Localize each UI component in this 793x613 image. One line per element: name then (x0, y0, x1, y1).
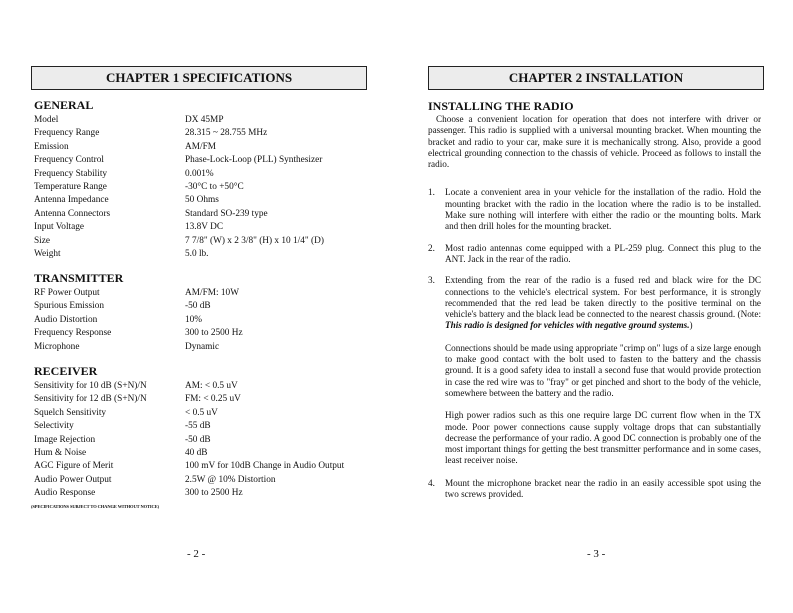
page-3 (396, 0, 793, 613)
transmitter-section (34, 271, 243, 354)
spec-row (34, 447, 208, 460)
step-number: 3. (428, 275, 435, 286)
spec-value: 10% (185, 314, 203, 325)
spec-value: FM: < 0.25 uV (185, 394, 241, 405)
spec-label: Frequency Response (34, 328, 112, 339)
page-2 (0, 0, 396, 613)
spec-label: Frequency Stability (34, 168, 108, 179)
step-number: 2. (428, 242, 435, 253)
installing-heading: INSTALLING THE RADIO (428, 99, 574, 113)
spec-row (34, 487, 243, 500)
spec-label: Antenna Impedance (34, 195, 109, 206)
spec-row (34, 208, 268, 221)
note-close: ) (689, 320, 693, 331)
spec-label: Frequency Control (34, 155, 104, 166)
negative-ground-note: This radio is designed for vehicles with negative ground systems. (445, 320, 690, 331)
spec-value: -55 dB (185, 421, 211, 432)
step-2 (428, 243, 761, 266)
spec-row (34, 341, 220, 354)
general-spec-list (34, 114, 324, 261)
step-text: Most radio antennas come equipped with a PL-259 plug. Connect this plug to the ANT. Jack in the rear of the radio. (445, 242, 761, 264)
spec-label: Antenna Connectors (34, 208, 111, 219)
spec-value: Standard SO-239 type (185, 208, 268, 219)
spec-row (34, 314, 203, 327)
transmitter-spec-list (34, 287, 243, 354)
spec-label: Frequency Range (34, 128, 100, 139)
transmitter-heading: TRANSMITTER (34, 271, 124, 285)
spec-row (34, 420, 211, 433)
spec-label: Weight (34, 248, 61, 259)
spec-row (34, 474, 276, 487)
step-text: Locate a convenient area in your vehicle for the installation of the radio. Hold the mounting bracket with the radio in the location where the radio is to be installed. Make sure nothing will interfere with either the radio or the mounting bolts. Mark and then drill holes for the mounting bracket. (445, 187, 761, 232)
spec-value: 13.8V DC (185, 222, 224, 233)
spec-value: -30°C to +50°C (185, 181, 244, 192)
spec-value: AM: < 0.5 uV (185, 381, 238, 391)
spec-row (34, 460, 345, 473)
page-number: - 2 - (187, 548, 206, 560)
spec-label: Microphone (34, 341, 80, 352)
spec-value: -50 dB (185, 434, 211, 445)
spec-value: < 0.5 uV (185, 407, 218, 418)
specifications-footnote: (SPECIFICATIONS SUBJECT TO CHANGE WITHOUT NOTICE) (31, 504, 160, 509)
spec-row (34, 248, 209, 261)
spec-row (34, 380, 238, 393)
spec-value: Phase-Lock-Loop (PLL) Synthesizer (185, 155, 323, 166)
spec-label: Temperature Range (34, 181, 107, 192)
spec-value: -50 dB (185, 301, 211, 312)
spec-label: Sensitivity for 10 dB (S+N)/N (34, 381, 147, 391)
spec-row (34, 154, 323, 167)
spec-row (34, 235, 324, 248)
general-section (34, 98, 324, 261)
receiver-spec-list (34, 380, 345, 501)
spec-row (34, 168, 214, 181)
spec-label: Audio Response (34, 488, 96, 499)
spec-row (34, 141, 217, 154)
spec-label: Audio Distortion (34, 314, 98, 325)
spec-label: Hum & Noise (34, 447, 87, 458)
spec-value: 2.5W @ 10% Distortion (185, 474, 276, 485)
spec-value: 0.001% (185, 168, 214, 179)
spec-label: Input Voltage (34, 222, 85, 233)
installation-section (428, 99, 761, 500)
step-number: 4. (428, 477, 435, 488)
spec-row (34, 287, 239, 300)
intro-paragraph: Choose a convenient location for operation that does not interfere with driver or passenger. This radio is supplied with a universal mounting bracket. When mounting the bracket and radio to your car, make sure it is mechanically strong. Also, provide a good electrical grounding connection to the chassis of vehicle. Proceed as follows to install the radio. (428, 114, 761, 170)
spec-label: Image Rejection (34, 434, 96, 445)
spec-label: Size (34, 235, 51, 246)
spec-value: 7 7/8" (W) x 2 3/8" (H) x 10 1/4" (D) (185, 235, 324, 246)
chapter-2-title: CHAPTER 2 INSTALLATION (428, 66, 764, 90)
spec-value: AM/FM: 10W (185, 288, 239, 298)
step-text: Mount the microphone bracket near the radio in an easily accessible spot using the two screws provided. (445, 477, 761, 500)
step-3 (428, 275, 761, 331)
spec-row (34, 127, 268, 140)
spec-value: DX 45MP (185, 115, 224, 125)
step-text (445, 275, 761, 331)
step-number: 1. (428, 187, 435, 198)
spec-label: Sensitivity for 12 dB (S+N)/N (34, 394, 147, 405)
spec-row (34, 181, 244, 194)
spec-value: 50 Ohms (185, 195, 219, 206)
spec-value: 300 to 2500 Hz (185, 328, 243, 339)
spec-value: 40 dB (185, 447, 208, 458)
spec-label: Model (34, 115, 59, 125)
general-heading: GENERAL (34, 98, 94, 112)
spec-label: Selectivity (34, 421, 74, 432)
spec-value: 300 to 2500 Hz (185, 488, 243, 499)
spec-label: AGC Figure of Merit (34, 461, 114, 472)
spec-value: Dynamic (185, 341, 220, 352)
spec-row (34, 327, 243, 340)
spec-value: 100 mV for 10dB Change in Audio Output (185, 461, 345, 472)
step-4 (428, 478, 761, 501)
step-1 (428, 187, 761, 232)
spec-row (34, 393, 241, 406)
spec-value: 5.0 lb. (185, 248, 209, 259)
spec-label: Spurious Emission (34, 301, 104, 312)
chapter-1-title: CHAPTER 1 SPECIFICATIONS (31, 66, 367, 90)
spec-row (34, 114, 224, 127)
page-number: - 3 - (587, 548, 606, 560)
step-3-body: Extending from the rear of the radio is a fused red and black wire for the DC connections to the vehicle's electrical system. For best performance, it is strongly recommended that the red lead be taken directly to the positive terminal on the vehicle's battery and the black lead be connected to the nearest chassis ground. (Note: (445, 275, 761, 320)
spec-label: Audio Power Output (34, 474, 112, 485)
spec-label: RF Power Output (34, 288, 100, 298)
spec-label: Emission (34, 141, 69, 152)
spec-value: AM/FM (185, 141, 217, 152)
spec-row (34, 407, 218, 420)
spec-row (34, 300, 211, 313)
receiver-section (34, 364, 345, 501)
spec-value: 28.315 ~ 28.755 MHz (185, 128, 268, 139)
spec-row (34, 194, 219, 207)
high-power-paragraph: High power radios such as this one require large DC current flow when in the TX mode. Poor power connections cause supply voltage drops that can substantially decrease the performance of your radio. A good DC connection is probably one of the most important things for getting the best transmitter performance and in some cases, least receiver noise. (445, 410, 761, 466)
spec-row (34, 221, 224, 234)
receiver-heading: RECEIVER (34, 364, 98, 378)
spec-row (34, 434, 211, 447)
spec-label: Squelch Sensitivity (34, 407, 107, 418)
connections-paragraph: Connections should be made using appropriate "crimp on" lugs of a size large enough to make good contact with the bolt used to fasten to the battery and the chassis ground. It is a good safety idea to install a second fuse that would provide protection in case the red wire was to "fray" or get pinched and short to the body of the vehicle, somewhere between the battery and the radio. (445, 342, 761, 398)
